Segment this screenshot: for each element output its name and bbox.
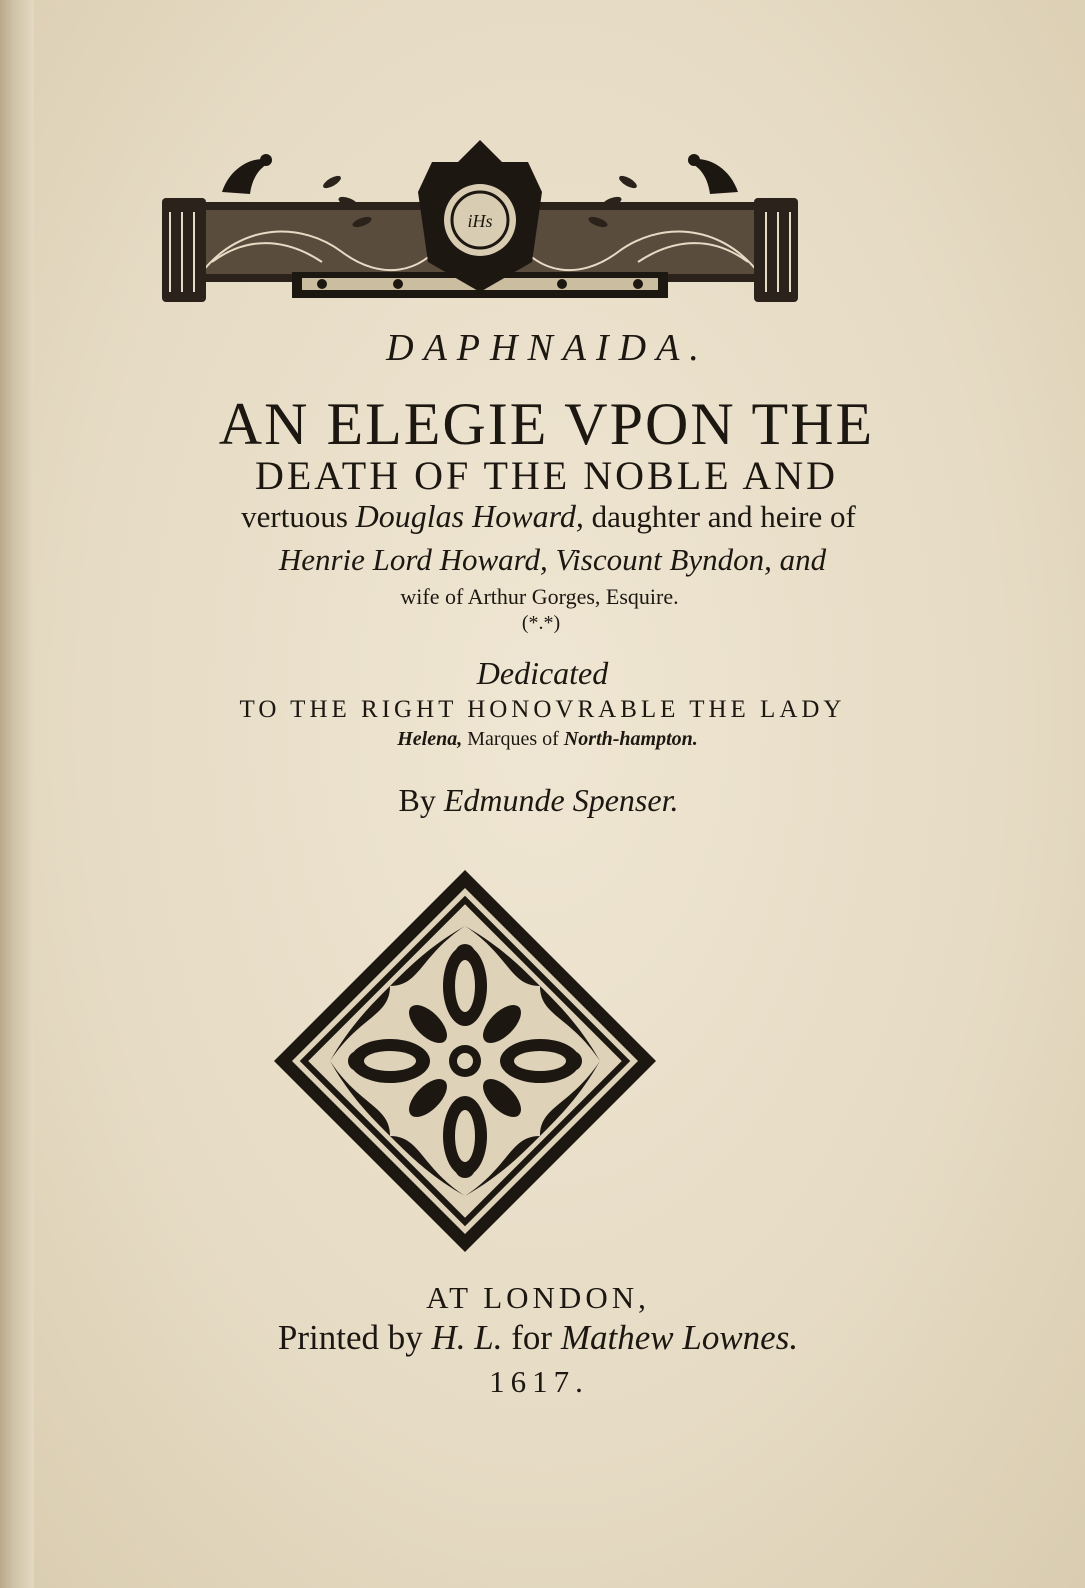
dedicatee-line: TO THE RIGHT HONOVRABLE THE LADY (239, 696, 846, 723)
author-name: Edmunde Spenser. (443, 782, 679, 818)
imprint-place: AT LONDON, (426, 1280, 650, 1315)
imprint-year: 1617. (489, 1364, 589, 1399)
title-line-1: AN ELEGIE VPON THE (218, 391, 875, 457)
dedicatee-place: North-hampton. (563, 728, 698, 750)
author-line (0, 782, 1085, 819)
asterism: (*.*) (521, 612, 561, 634)
title-line-2: DEATH OF THE NOBLE AND (254, 453, 839, 498)
dedicatee-title: Marques of (462, 728, 564, 750)
title-line-4: Henrie Lord Howard, Viscount Byndon, and (278, 542, 827, 577)
monogram-label: iHs (467, 211, 493, 231)
author-prefix: By (398, 782, 444, 818)
dedicatee-name-line (10, 728, 1085, 751)
dedicated-heading: Dedicated (476, 655, 609, 691)
headpiece-ornament (162, 132, 798, 310)
dedicatee-name: Helena, (397, 728, 463, 750)
imprint-line (0, 1318, 1085, 1358)
short-title: DAPHNAIDA. (386, 327, 709, 369)
diamond-ornament (270, 866, 660, 1256)
subject-name: Douglas Howard, (355, 498, 584, 534)
title-line-3-suffix: daughter and heire of (583, 499, 856, 534)
title-line-5: wife of Arthur Gorges, Esquire. (400, 584, 679, 609)
title-line-3 (12, 498, 1085, 535)
imprint-publisher: Mathew Lownes. (560, 1318, 799, 1357)
imprint-printer: H. L. (431, 1318, 503, 1357)
imprint-middle: for (502, 1318, 561, 1357)
title-line-3-prefix: vertuous (241, 499, 356, 534)
imprint-prefix: Printed by (277, 1318, 432, 1357)
